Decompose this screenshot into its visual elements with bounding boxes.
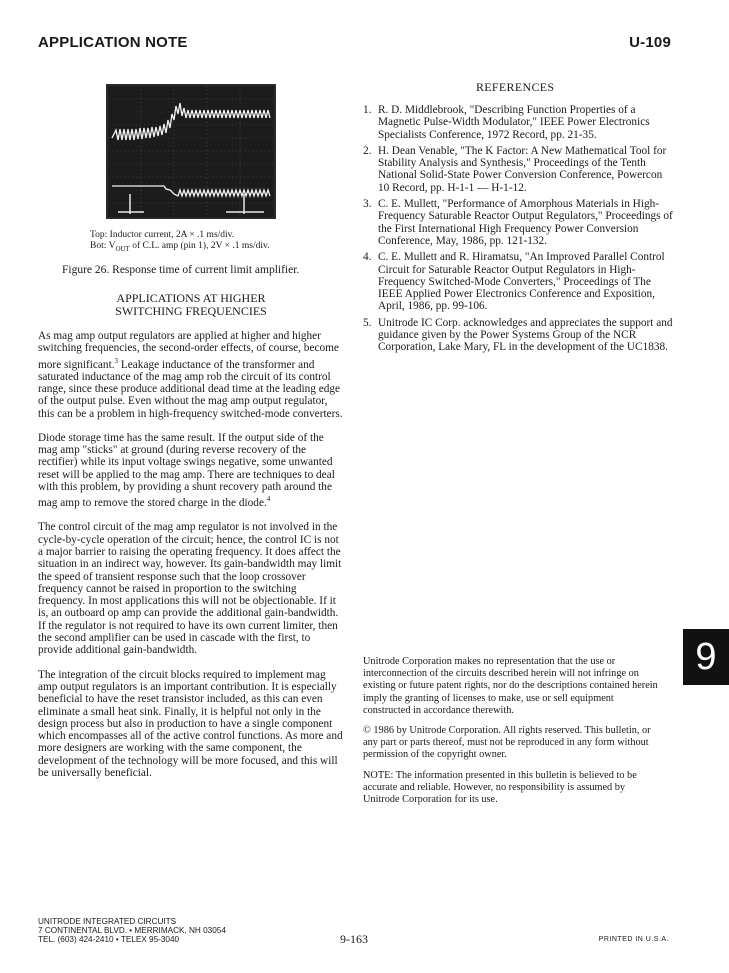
page-number: 9-163 [340, 932, 368, 946]
printed-in: PRINTED IN U.S.A. [598, 936, 669, 943]
footer-address: UNITRODE INTEGRATED CIRCUITS 7 CONTINENTAL BLVD. • MERRIMACK, NH 03054 TEL. (603) 424-2410 • TELEX 95-3040 [38, 917, 226, 944]
header-title: APPLICATION NOTE [38, 34, 188, 51]
reference-item: 4. C. E. Mullett and R. Hiramatsu, "An Improved Parallel Control Circuit for Saturable Reactor Output Regulators in High-Frequency Switched-Mode Converters," Proceedings of The IEEE Applied Power Electronics Conference and Exposition, April, 1986, pp. 99-106. [363, 251, 665, 313]
reference-item: 1. R. D. Middlebrook, "Describing Function Properties of a Magnetic Pulse-Width Modulator," IEEE Power Electronics Specialists Conference, 1972 Record, pp. 21-35. [363, 104, 650, 141]
paragraph: The control circuit of the mag amp regulator is not involved in the cycle-by-cycle operation of the circuit; hence, the control IC is not a major barrier to raising the operating frequency. It does affect the situation in an indirect way, however. Its gain-bandwidth may limit the speed of transient response such that the loop crossover frequency cannot be raised in proportion to the switching frequency. In most applications this will not be objectionable. If it is, an outboard op amp can provide the additional gain-bandwidth. If the regulator is not required to have its own current limiter, then the second amplifier can be used in cascade with the first, to provide additional gain-bandwidth. [38, 521, 342, 657]
copyright-paragraph: © 1986 by Unitrode Corporation. All rights reserved. This bulletin, or any part or parts thereof, must not be reproduced in any form without permission of the copyright owner. [363, 725, 651, 761]
trace-top-label: Top: Inductor current, 2A × .1 ms/div. [90, 230, 235, 240]
reference-item: 5. Unitrode IC Corp. acknowledges and appreciates the support and guidance given by the Power Systems Group of the NCR Corporation, Lake Mary, FL in the development of the UC1838. [363, 316, 673, 354]
legal-notes [363, 656, 663, 814]
section-heading: APPLICATIONS AT HIGHER SWITCHING FREQUENCIES [115, 291, 267, 318]
left-column-body [38, 330, 346, 791]
references-list [363, 104, 673, 358]
paragraph: Diode storage time has the same result. If the output side of the mag amp "sticks" at ground (during reverse recovery of the rectifier) while its input voltage swings negative, some unwanted reset will be applied to the mag amp. There are techniques to deal with this problem, by providing a shunt recovery path around the mag amp to remove the stored charge in the diode.$^4$ [38, 431, 335, 510]
oscilloscope-trace [108, 86, 274, 217]
reference-item: 2. H. Dean Venable, "The K Factor: A New Mathematical Tool for Stability Analysis and Synthesis," Proceedings of the Tenth National Solid-State Power Conversion Conference, Powercon 10 Record, pp. H-1-1 — H-1-12. [363, 144, 667, 194]
disclaimer-paragraph: Unitrode Corporation makes no representation that the use or interconnection of the circuits described herein will not infringe on existing or future patent rights, nor do the descriptions contained herein imply the granting of licenses to make, use or sell equipment constructed in accordance therewith. [363, 656, 658, 716]
paragraph: The integration of the circuit blocks required to implement mag amp output regulators is an important contribution. It is especially beneficial to have the reset transistor included, as this can even eliminate a small heat sink. Finally, it is helpful not only in the design process but also in production to have a single component which encompasses all of the active control functions. As more and more designers are working with the same component, the development of the technology will be more focused, and this will be universally beneficial. [38, 668, 343, 780]
references-title: REFERENCES [476, 80, 555, 94]
section-tab: 9 [683, 629, 729, 685]
header-doc-number: U-109 [629, 34, 671, 51]
trace-bottom-label: Bot: $V_{OUT}$ of C.L. amp (pin 1), 2V × .1 ms/div. [90, 241, 270, 253]
reference-item: 3. C. E. Mullett, "Performance of Amorphous Materials in High-Frequency Saturable Reactor Output Regulators," Proceedings of the First International High Frequency Power Conversion Conference, May, 1986, pp. 121-132. [363, 198, 673, 247]
figure-caption: Figure 26. Response time of current limit amplifier. [62, 264, 300, 276]
paragraph: As mag amp output regulators are applied at higher and higher switching frequencies, the second-order effects, of course, become more significant.$^3$ Leakage inductance of the transformer and saturated inductance of the mag amp rob the circuit of its control range, since these produce additional dead time at the leading edge of the output pulse. Even without the mag amp output regulator, this can be a problem in high-frequency switched-mode converters. [38, 330, 343, 420]
note-paragraph: NOTE: The information presented in this bulletin is believed to be accurate and reliable. However, no responsibility is assumed by Unitrode Corporation for its use. [363, 769, 637, 806]
oscilloscope-figure [106, 84, 276, 219]
figure-trace-legend [90, 230, 270, 255]
